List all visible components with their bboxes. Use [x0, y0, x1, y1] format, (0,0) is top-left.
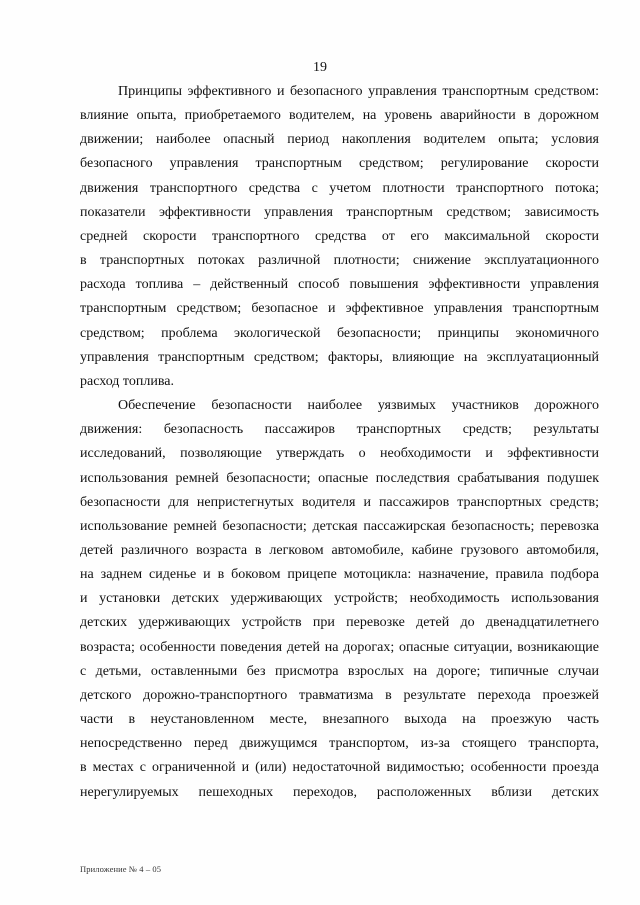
text-line: расход топлива.: [80, 373, 174, 389]
text-line: в транспортных потоках различной плотности; снижение эксплуатационного: [80, 253, 599, 269]
text-line: детских удерживающих устройств при перевозке детей до двенадцатилетнего: [80, 615, 599, 631]
text-line: безопасности для непристегнутых водителя и пассажиров транспортных средств;: [80, 494, 599, 510]
text-line: использования ремней безопасности; опасные последствия срабатывания подушек: [80, 470, 599, 486]
text-line: использование ремней безопасности; детская пассажирская безопасность; перевозка: [80, 518, 599, 534]
text-line: с детьми, оставленными без присмотра взрослых на дороге; типичные случаи: [80, 663, 599, 679]
text-line: детей различного возраста в легковом автомобиле, кабине грузового автомобиля,: [80, 542, 599, 558]
paragraph-2: [80, 394, 599, 805]
text-line: части в неустановленном месте, внезапного выхода на проезжую часть: [80, 712, 599, 728]
text-line: детского дорожно-транспортного травматизма в результате перехода проезжей: [80, 687, 599, 703]
text-line: Обеспечение безопасности наиболее уязвимых участников дорожного: [118, 398, 599, 414]
text-line: в местах с ограниченной и (или) недостаточной видимостью; особенности проезда: [80, 760, 599, 776]
text-line: показатели эффективности управления транспортным средством; зависимость: [80, 204, 599, 220]
text-line: влияние опыта, приобретаемого водителем, на уровень аварийности в дорожном: [80, 108, 599, 124]
text-line: средней скорости транспортного средства от его максимальной скорости: [80, 228, 599, 244]
text-line: и установки детских удерживающих устройств; необходимость использования: [80, 591, 599, 607]
text-line: нерегулируемых пешеходных переходов, расположенных вблизи детских: [80, 784, 599, 800]
body-text: [80, 80, 599, 805]
text-line: движении; наиболее опасный период накопления водителем опыта; условия: [80, 132, 599, 148]
text-line: расхода топлива – действенный способ повышения эффективности управления: [80, 277, 599, 293]
text-line: исследований, позволяющие утверждать о необходимости и эффективности: [80, 446, 599, 462]
page-number: 19: [313, 60, 327, 75]
text-line: движения: безопасность пассажиров транспортных средств; результаты: [80, 422, 599, 438]
text-line: транспортным средством; безопасное и эффективное управления транспортным: [80, 301, 599, 317]
text-line: средством; проблема экологической безопасности; принципы экономичного: [80, 325, 599, 341]
text-line: движения транспортного средства с учетом плотности транспортного потока;: [80, 180, 599, 196]
text-line: на заднем сиденье и в боковом прицепе мотоцикла: назначение, правила подбора: [80, 567, 599, 583]
text-line: управления транспортным средством; факторы, влияющие на эксплуатационный: [80, 349, 599, 365]
text-line: возраста; особенности поведения детей на дорогах; опасные ситуации, возникающие: [80, 639, 599, 655]
text-line: Принципы эффективного и безопасного управления транспортным средством:: [118, 84, 599, 99]
text-line: непосредственно перед движущимся транспортом, из-за стоящего транспорта,: [80, 736, 599, 752]
footer-annotation: Приложение № 4 – 05: [80, 864, 162, 874]
paragraph-1: [80, 80, 599, 394]
text-line: безопасного управления транспортным средством; регулирование скорости: [80, 156, 599, 172]
